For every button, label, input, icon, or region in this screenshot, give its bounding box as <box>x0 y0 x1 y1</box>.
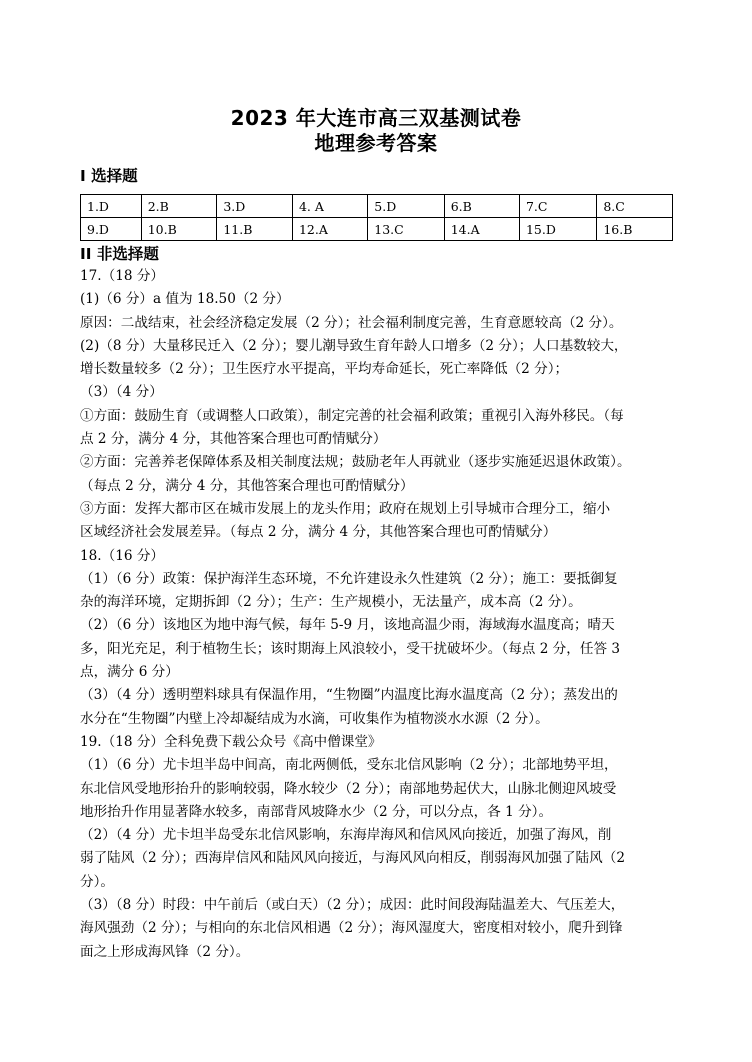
text-line: 17.（18 分） <box>80 268 165 284</box>
answer-cell: 1.D <box>81 195 142 218</box>
text-line: (2)（8 分）大量移民迁入（2 分）；婴儿潮导致生育年龄人口增多（2 分）；人口基数较大， <box>80 337 628 354</box>
text-line: 增长数量较多（2 分）；卫生医疗水平提高，平均寿命延长，死亡率降低（2 分）； <box>80 361 569 378</box>
text-line: ①方面：鼓励生育（或调整人口政策），制定完善的社会福利政策；重视引入海外移民。（每 <box>80 407 624 424</box>
answer-cell: 6.B <box>444 195 519 218</box>
text-line: （每点 2 分，满分 4 分，其他答案合理也可酌情赋分） <box>80 477 414 494</box>
answer-cell: 5.D <box>368 195 444 218</box>
text-line: 原因：二战结束，社会经济稳定发展（2 分）；社会福利制度完善，生育意愿较高（2 分）。 <box>80 314 623 331</box>
text-line: （3）（4 分） <box>80 384 163 401</box>
text-line: 地形抬升作用显著降水较多，南部背风坡降水少（2 分，可以分点，各 1 分）。 <box>80 803 553 820</box>
text-line: 点，满分 6 分） <box>80 664 179 681</box>
answer-cell: 9.D <box>81 218 142 241</box>
answer-cell: 12.A <box>292 218 367 241</box>
text-line: 19.（18 分）全科免费下载公众号《高中僧课堂》 <box>80 733 382 750</box>
text-line: 弱了陆风（2 分）；西海岸信风和陆风风向接近，与海风风向相反，削弱海风加强了陆风（2 <box>80 850 625 867</box>
text-line: （3）（4 分）透明塑料球具有保温作用，“生物圈”内温度比海水温度高（2 分）；蒸发出的 <box>80 687 618 704</box>
text-line: 海风强劲（2 分）；与相向的东北信风相遇（2 分）；海风湿度大，密度相对较小，爬升到锋 <box>80 920 623 937</box>
section-heading-choice: I 选择题 <box>80 167 138 185</box>
text-line: 分）。 <box>80 873 114 890</box>
table-row <box>81 218 673 241</box>
text-line: 区域经济社会发展差异。（每点 2 分，满分 4 分，其他答案合理也可酌情赋分） <box>80 524 557 541</box>
answer-cell: 7.C <box>519 195 596 218</box>
table-row <box>81 195 673 218</box>
page-subtitle: 地理参考答案 <box>314 131 438 155</box>
text-line: 面之上形成海风锋（2 分）。 <box>80 943 250 960</box>
text-line: (1)（6 分）a 值为 18.50（2 分） <box>80 291 290 308</box>
text-line: 点 2 分，满分 4 分，其他答案合理也可酌情赋分） <box>80 431 387 448</box>
answer-cell: 15.D <box>519 218 596 241</box>
text-line: 杂的海洋环境，定期拆卸（2 分）；生产：生产规模小，无法量产，成本高（2 分）。 <box>80 594 582 611</box>
answer-cell: 8.C <box>597 195 673 218</box>
text-line: （3）（8 分）时段：中午前后（或白天）（2 分）；成因：此时间段海陆温差大、气压差大， <box>80 897 625 914</box>
answer-cell: 2.B <box>141 195 217 218</box>
answer-cell: 14.A <box>444 218 519 241</box>
text-line: （1）（6 分）政策：保护海洋生态环境，不允许建设永久性建筑（2 分）；施工：要抵御复 <box>80 570 618 587</box>
multiple-choice-answer-table <box>80 194 673 241</box>
text-line: 18.（16 分） <box>80 547 165 564</box>
text-line: （2）（6 分）该地区为地中海气候，每年 5-9 月，该地高温少雨，海域海水温度高；晴天 <box>80 617 615 634</box>
text-line: （2）（4 分）尤卡坦半岛受东北信风影响，东海岸海风和信风风向接近，加强了海风，削 <box>80 827 612 844</box>
answer-cell: 11.B <box>217 218 293 241</box>
text-line: 多，阳光充足，利于植物生长；该时期海上风浪较小，受干扰破坏少。（每点 2 分，任答 3 <box>80 640 621 657</box>
section-heading-open: II 非选择题 <box>80 245 159 263</box>
text-line: 水分在“生物圈”内壁上冷却凝结成为水滴，可收集作为植物淡水水源（2 分）。 <box>80 710 549 727</box>
answer-cell: 13.C <box>368 218 444 241</box>
answer-body <box>80 265 676 964</box>
answer-cell: 3.D <box>217 195 293 218</box>
text-line: （1）（6 分）尤卡坦半岛中间高，南北两侧低，受东北信风影响（2 分）；北部地势平坦， <box>80 757 618 774</box>
answer-cell: 10.B <box>141 218 217 241</box>
text-line: ②方面：完善养老保障体系及相关制度法规；鼓励老年人再就业（逐步实施延迟退休政策）。 <box>80 454 631 471</box>
answer-cell: 4. A <box>292 195 367 218</box>
text-line: ③方面：发挥大都市区在城市发展上的龙头作用；政府在规划上引导城市合理分工，缩小 <box>80 500 611 517</box>
text-line: 东北信风受地形抬升的影响较弱，降水较少（2 分）；南部地势起伏大，山脉北侧迎风坡受 <box>80 780 617 797</box>
page-title: 2023 年大连市高三双基测试卷 <box>230 106 522 130</box>
answer-cell: 16.B <box>597 218 673 241</box>
